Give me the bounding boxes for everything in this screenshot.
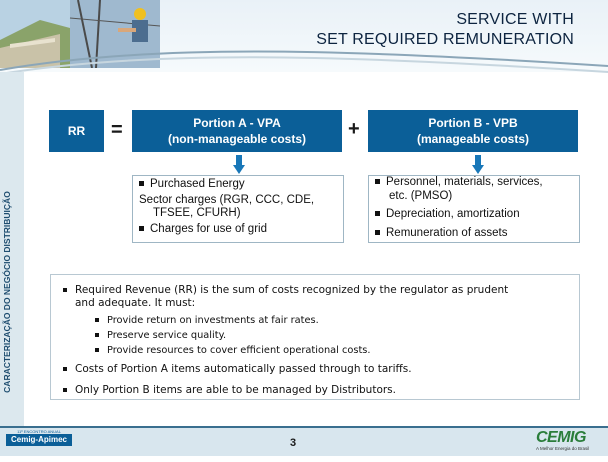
portion-a-title: Portion A - VPA	[193, 116, 281, 130]
list-item: Personnel, materials, services,	[375, 176, 573, 190]
list-item: Remuneration of assets	[375, 227, 573, 241]
bullet-icon	[95, 318, 99, 322]
summary-item: Required Revenue (RR) is the sum of costs recognized by the regulator as prudent and adequate. It must:	[63, 284, 569, 310]
summary-subitem: Provide return on investments at fair rates.	[63, 314, 569, 327]
summary-subitem: Preserve service quality.	[63, 329, 569, 342]
equals-sign: =	[111, 119, 123, 141]
bullet-icon	[63, 367, 67, 371]
page-title	[316, 10, 574, 50]
bullet-icon	[63, 288, 67, 292]
list-item: Charges for use of grid	[139, 223, 337, 237]
bullet-icon	[139, 181, 144, 186]
summary-subitem: Provide resources to cover efficient operational costs.	[63, 344, 569, 357]
rr-box	[49, 110, 104, 152]
header-band	[0, 0, 608, 72]
bullet-icon	[375, 211, 380, 216]
bullet-icon	[63, 388, 67, 392]
portion-a-box	[132, 110, 342, 152]
bullet-icon	[95, 348, 99, 352]
summary-item: Only Portion B items are able to be managed by Distributors.	[63, 384, 569, 397]
bullet-icon	[375, 179, 380, 184]
arrow-down-icon	[472, 155, 484, 175]
footer-band	[0, 428, 608, 456]
list-item-continuation: TFSEE, CFURH)	[153, 207, 241, 219]
title-line-2: SET REQUIRED REMUNERATION	[316, 31, 574, 48]
portion-b-box	[368, 110, 578, 152]
rr-label: RR	[67, 124, 86, 138]
portion-b-subtitle: (manageable costs)	[416, 132, 530, 146]
bullet-icon	[139, 226, 144, 231]
bullet-icon	[375, 230, 380, 235]
summary-item: Costs of Portion A items automatically passed through to tariffs.	[63, 363, 569, 376]
plus-sign: +	[348, 118, 360, 140]
portion-a-list	[132, 175, 344, 243]
side-section-label: CARACTERIZAÇÃO DO NEGÓCIO DISTRIBUIÇÃO	[2, 191, 12, 393]
list-item-continuation: etc. (PMSO)	[389, 189, 453, 202]
page-number: 3	[290, 437, 297, 449]
portion-b-title: Portion B - VPB	[428, 116, 518, 130]
bullet-icon	[95, 333, 99, 337]
list-item: Sector charges (RGR, CCC, CDE,	[139, 193, 315, 206]
cemig-logo: CEMIG A Melhor Energia do Brasil	[536, 429, 590, 451]
list-item: Depreciation, amortization	[375, 208, 573, 222]
portion-b-list	[368, 175, 580, 243]
title-line-1: SERVICE WITH	[456, 11, 574, 28]
cemig-apimec-logo: 11º ENCONTRO ANUAL Cemig-Apimec	[6, 429, 72, 454]
arrow-down-icon	[233, 155, 245, 175]
summary-box	[50, 274, 580, 400]
portion-a-subtitle: (non-manageable costs)	[167, 132, 307, 146]
list-item: Purchased Energy	[139, 178, 337, 192]
